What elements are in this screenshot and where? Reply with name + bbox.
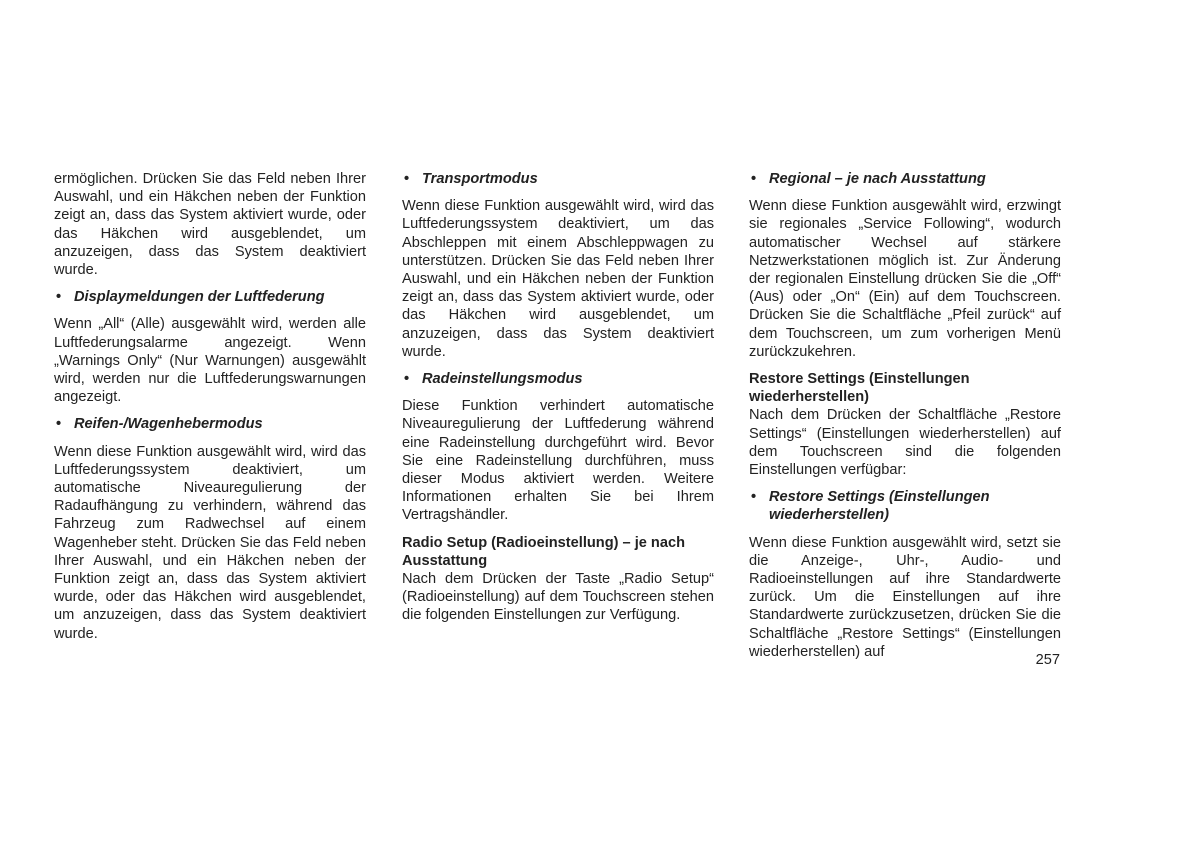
paragraph-radio-setup: Nach dem Drücken der Taste „Radio Setup“ (Radioeinstellung) auf dem Touchscreen stehen die folgenden Einstellungen zur Verfügung. bbox=[402, 571, 714, 624]
page-number: 257 bbox=[1035, 652, 1060, 668]
paragraph-transport-mode: Wenn diese Funktion ausgewählt wird, wird das Luftfederungssystem deaktiviert, um das Abschleppen mit einem Abschleppwagen zu unterstützen. Drücken Sie das Feld neben Ihrer Auswahl, und ein Häkchen neben der Funktion zeigt an, dass das System aktiviert wurde, oder das Häkchen wird ausgeblendet, um anzuzeigen, dass das System deaktiviert wurde. bbox=[402, 198, 714, 360]
text-column-middle bbox=[402, 170, 714, 634]
heading-text: Radeinstellungsmodus bbox=[422, 371, 583, 388]
bullet-heading-regional bbox=[749, 170, 1061, 188]
bullet-heading-tire-jack-mode bbox=[54, 415, 366, 433]
heading-text: Transportmodus bbox=[422, 171, 538, 187]
section-heading-radio-setup: Radio Setup (Radioeinstellung) – je nach Ausstattung bbox=[402, 534, 685, 569]
bullet-heading-alignment-mode bbox=[402, 370, 714, 388]
heading-text: Reifen-/Wagenhebermodus bbox=[74, 416, 263, 433]
paragraph-restore-settings: Wenn diese Funktion ausgewählt wird, setzt sie die Anzeige-, Uhr-, Audio- und Radioeinstellungen auf ihre Standardwerte zurück. Um die Einstellungen auf ihre Standardwerte zurückzusetzen, drücken Sie die Schaltfläche „Restore Settings“ (Einstellungen wiederherstellen) auf bbox=[749, 534, 1061, 660]
bullet-heading-restore-settings bbox=[749, 488, 1061, 524]
text-column-left bbox=[54, 170, 366, 652]
paragraph-intro: ermöglichen. Drücken Sie das Feld neben Ihrer Auswahl, und ein Häkchen neben der Funktion zeigt an, dass das System aktiviert wurde, oder das Häkchen wird ausgeblendet, um anzuzeigen, dass das System deaktiviert wurde. bbox=[54, 171, 366, 279]
paragraph-tire-jack-mode: Wenn diese Funktion ausgewählt wird, wird das Luftfederungssystem deaktiviert, um automatische Niveauregulierung der Radaufhängung zu verhindern, während das Fahrzeug zum Radwechsel auf einem Wagenheber steht. Drücken Sie das Feld neben Ihrer Auswahl, und ein Häkchen neben der Funktion zeigt an, dass das System aktiviert wurde, oder das Häkchen wird ausgeblendet, um anzuzeigen, dass das System deaktiviert wurde. bbox=[54, 443, 366, 642]
bullet-icon: • bbox=[751, 489, 757, 506]
paragraph-restore-settings-intro: Nach dem Drücken der Schaltfläche „Restore Settings“ (Einstellungen wiederherstellen) auf dem Touchscreen sind die folgenden Einstellungen verfügbar: bbox=[749, 407, 1061, 479]
paragraph-display-messages: Wenn „All“ (Alle) ausgewählt wird, werden alle Luftfederungsalarme angezeigt. Wenn „Warnings Only“ (Nur Warnungen) ausgewählt wird, werden nur die Luftfederungswarnungen angezeigt. bbox=[54, 316, 366, 406]
bullet-icon: • bbox=[56, 289, 62, 306]
bullet-icon: • bbox=[751, 171, 757, 187]
paragraph-alignment-mode: Diese Funktion verhindert automatische Niveauregulierung der Luftfederung während eine Radeinstellung durchgeführt wird. Bevor Sie eine Radeinstellung durchführen, muss dieser Modus aktiviert werden. Weitere Informationen erhalten Sie bei Ihrem Vertragshändler. bbox=[402, 398, 714, 524]
heading-text: Restore Settings (Einstellungen wiederherstellen) bbox=[769, 489, 990, 524]
paragraph-regional: Wenn diese Funktion ausgewählt wird, erzwingt sie regionales „Service Following“, wodurch automatischer Wechsel auf stärkere Netzwerkstationen möglich ist. Zur Änderung der regionalen Einstellung drücken Sie die „Off“ (Aus) oder „On“ (Ein) auf dem Touchscreen. Drücken Sie die Schaltfläche „Pfeil zurück“ auf dem Touchscreen, um zum vorherigen Menü zurückzukehren. bbox=[749, 198, 1061, 360]
bullet-icon: • bbox=[56, 416, 62, 433]
bullet-icon: • bbox=[404, 371, 410, 388]
section-heading-restore-settings: Restore Settings (Einstellungen wiederherstellen) bbox=[749, 371, 970, 406]
text-column-right bbox=[749, 170, 1061, 670]
heading-text: Regional – je nach Ausstattung bbox=[769, 171, 986, 187]
bullet-heading-display-messages bbox=[54, 288, 366, 306]
bullet-heading-transport-mode bbox=[402, 170, 714, 188]
heading-text: Displaymeldungen der Luftfederung bbox=[74, 289, 325, 306]
bullet-icon: • bbox=[404, 171, 410, 187]
